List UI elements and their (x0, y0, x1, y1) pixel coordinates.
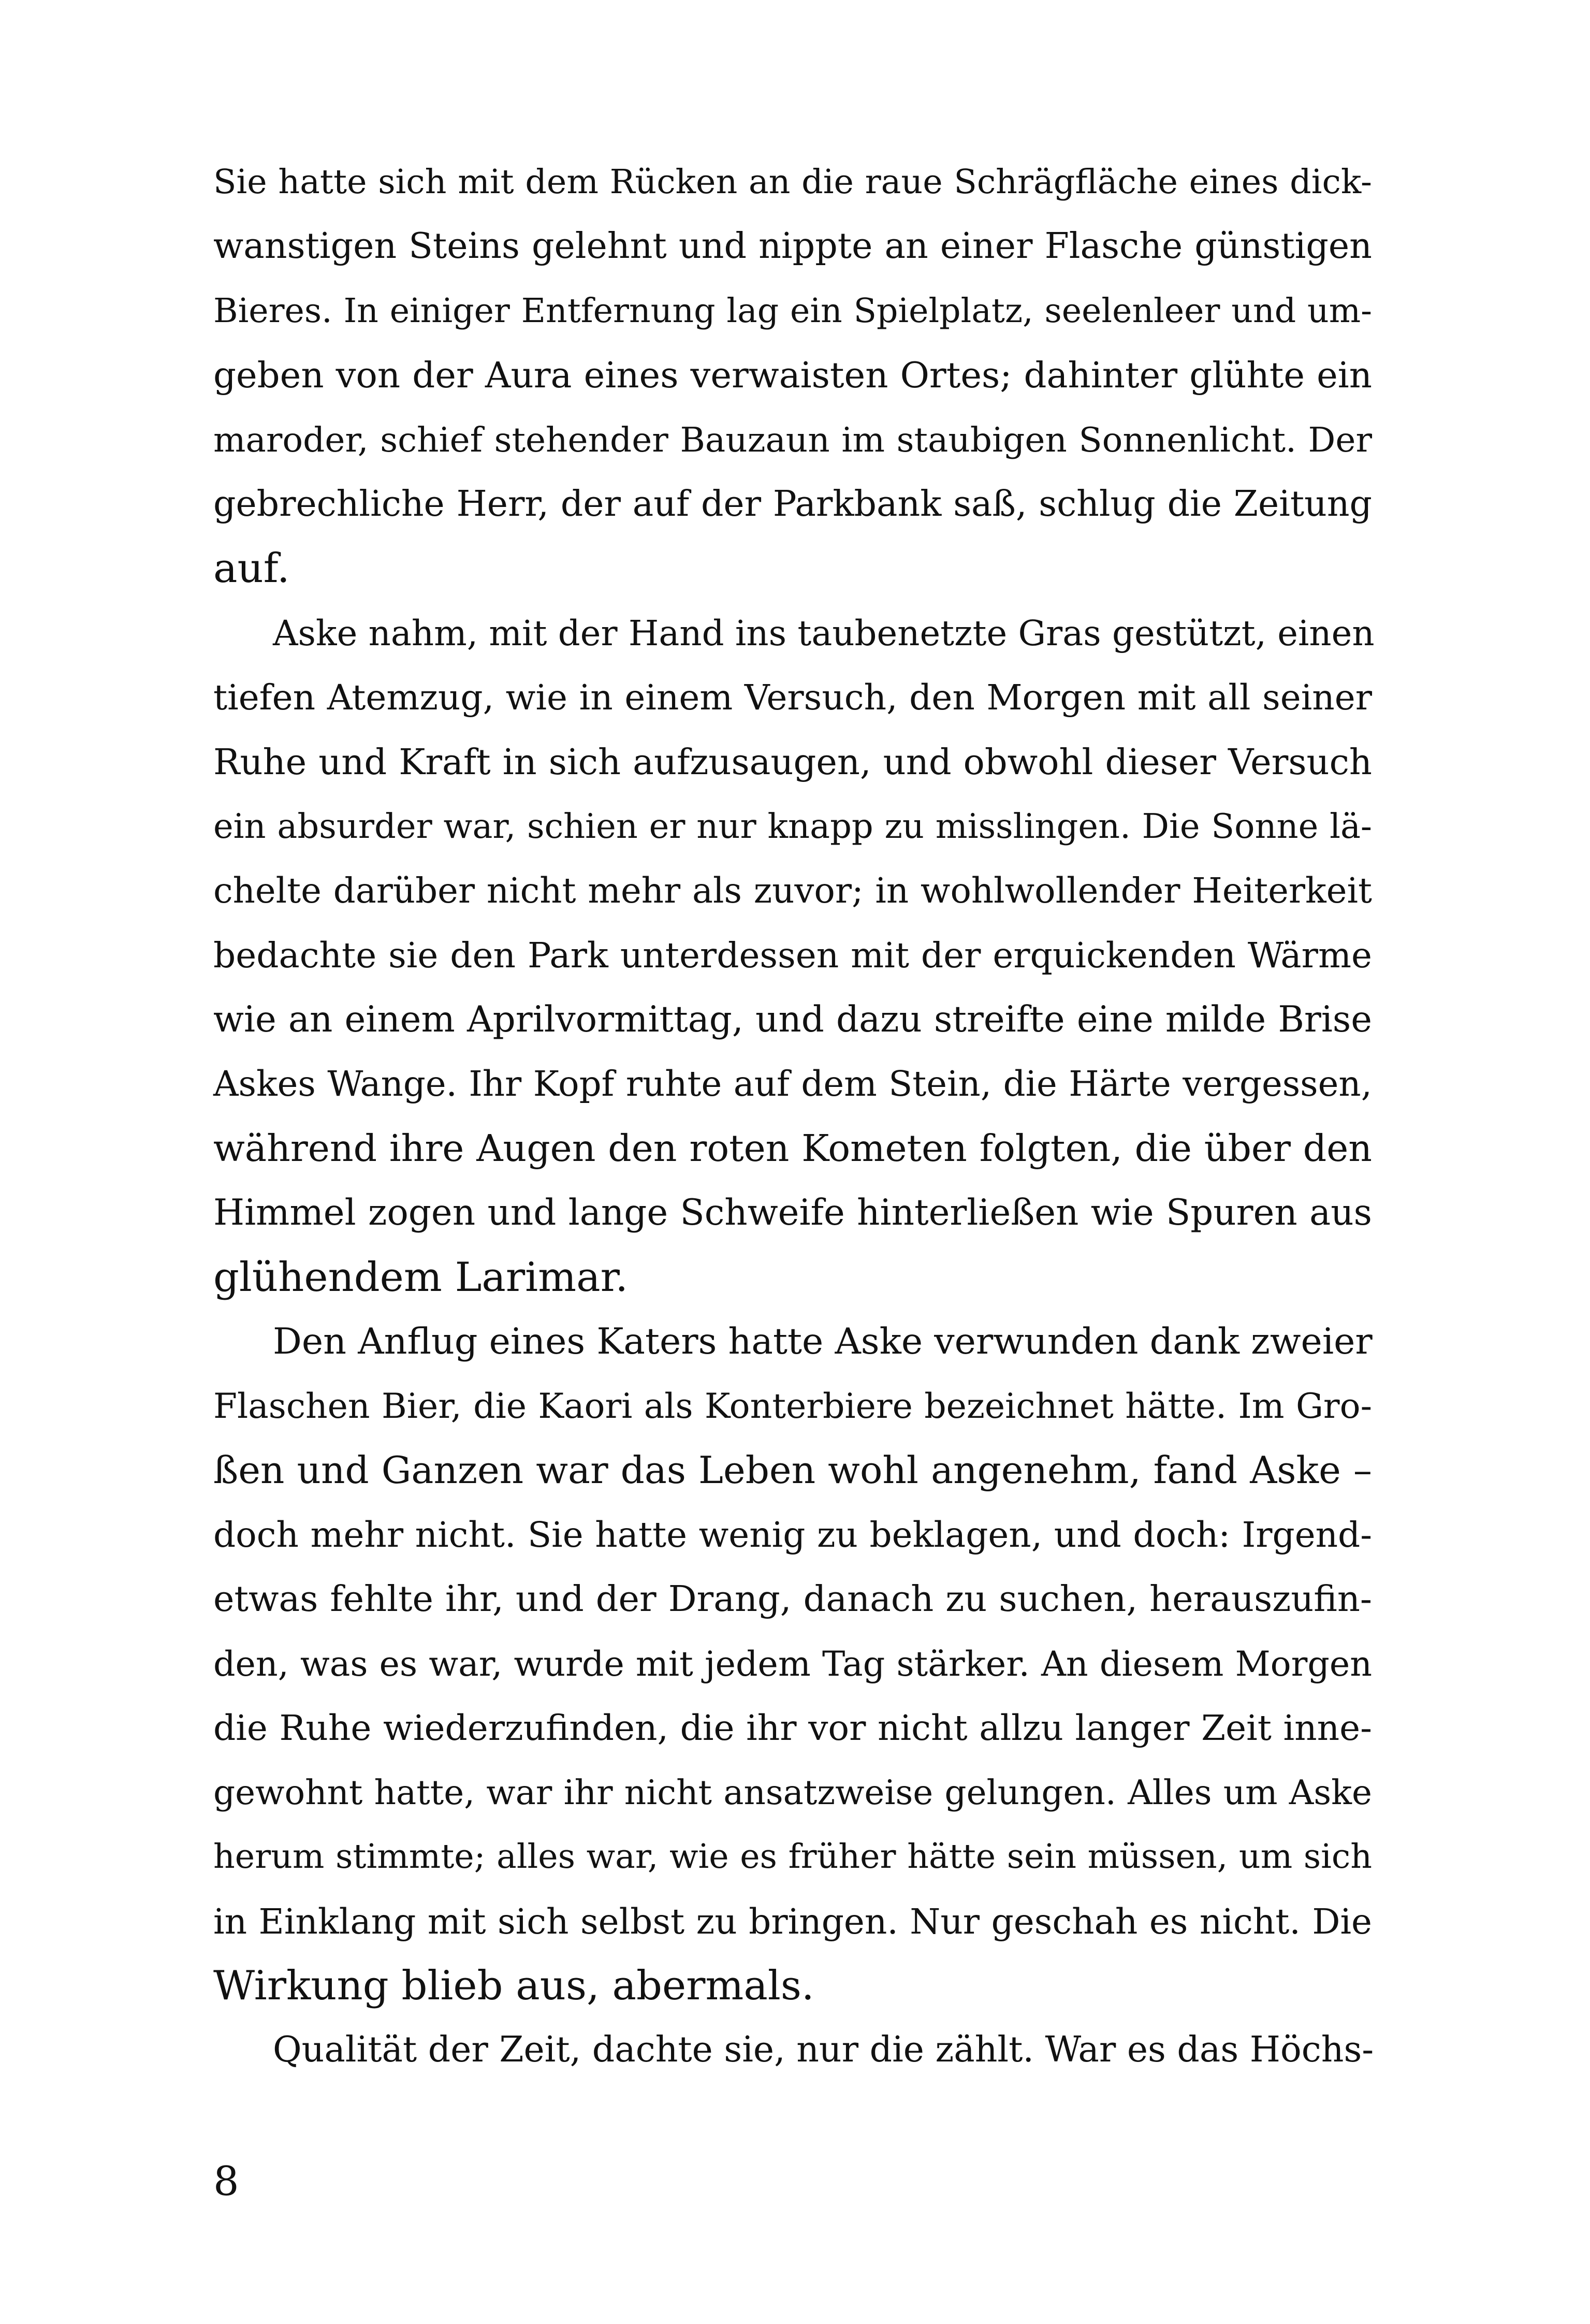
text-line: Sie hatte sich mit dem Rücken an die raue Schrägfläche eines dick- (213, 163, 1372, 201)
paragraph (213, 1310, 1372, 2018)
text-line: wie an einem Aprilvormittag, und dazu streifte eine milde Brise (213, 999, 1372, 1041)
text-line: maroder, schief stehender Bauzaun im staubigen Sonnenlicht. Der (213, 419, 1372, 460)
text-line: geben von der Aura eines verwaisten Ortes; dahinter glühte ein (213, 355, 1372, 397)
text-line: die Ruhe wiederzufinden, die ihr vor nicht allzu langer Zeit inne- (213, 1707, 1372, 1749)
text-line: ein absurder war, schien er nur knapp zu misslingen. Die Sonne lä- (213, 806, 1372, 846)
text-line: chelte darüber nicht mehr als zuvor; in wohlwollender Heiterkeit (213, 870, 1372, 911)
text-line: tiefen Atemzug, wie in einem Versuch, den Morgen mit all seiner (213, 677, 1372, 718)
text-line: ßen und Ganzen war das Leben wohl angenehm, fand Aske – (213, 1448, 1372, 1492)
text-line: in Einklang mit sich selbst zu bringen. Nur geschah es nicht. Die (213, 1900, 1372, 1942)
text-line: etwas fehlte ihr, und der Drang, danach zu suchen, herauszufin- (213, 1578, 1372, 1620)
text-line: Flaschen Bier, die Kaori als Konterbiere bezeichnet hätte. Im Gro- (213, 1386, 1372, 1427)
text-line: Askes Wange. Ihr Kopf ruhte auf dem Stein, die Härte vergessen, (213, 1064, 1372, 1105)
text-line: bedachte sie den Park unterdessen mit der erquickenden Wärme (213, 934, 1372, 976)
text-line: den, was es war, wurde mit jedem Tag stärker. An diesem Morgen (213, 1643, 1372, 1684)
text-line: Den Anflug eines Katers hatte Aske verwunden dank zweier (273, 1320, 1373, 1363)
text-line: gebrechliche Herr, der auf der Parkbank saß, schlug die Zeitung (213, 483, 1372, 525)
text-line: Qualität der Zeit, dachte sie, nur die zählt. War es das Höchs- (273, 2029, 1374, 2071)
paragraph (213, 2018, 1372, 2082)
page-number: 8 (213, 2158, 239, 2205)
text-line: während ihre Augen den roten Kometen folgten, die über den (213, 1126, 1372, 1170)
paragraph (213, 150, 1372, 601)
text-line: Aske nahm, mit der Hand ins taubenetzte Gras gestützt, einen (273, 613, 1375, 653)
text-line: gewohnt hatte, war ihr nicht ansatzweise gelungen. Alles um Aske (213, 1772, 1372, 1812)
text-line: Himmel zogen und lange Schweife hinterließen wie Spuren aus (213, 1192, 1372, 1234)
text-line: auf. (213, 545, 290, 592)
text-line: Wirkung blieb aus, abermals. (213, 1962, 814, 2009)
body-text (213, 150, 1375, 2083)
text-line: wanstigen Steins gelehnt und nippte an einer Flasche günstigen (213, 226, 1372, 267)
text-line: glühendem Larimar. (213, 1254, 629, 1301)
paragraph (213, 601, 1375, 1310)
text-line: doch mehr nicht. Sie hatte wenig zu beklagen, und doch: Irgend- (213, 1514, 1372, 1556)
text-line: Bieres. In einiger Entfernung lag ein Spielplatz, seelenleer und um- (213, 291, 1372, 330)
text-line: herum stimmte; alles war, wie es früher hätte sein müssen, um sich (213, 1837, 1372, 1877)
text-line: Ruhe und Kraft in sich aufzusaugen, und obwohl dieser Versuch (213, 741, 1372, 783)
